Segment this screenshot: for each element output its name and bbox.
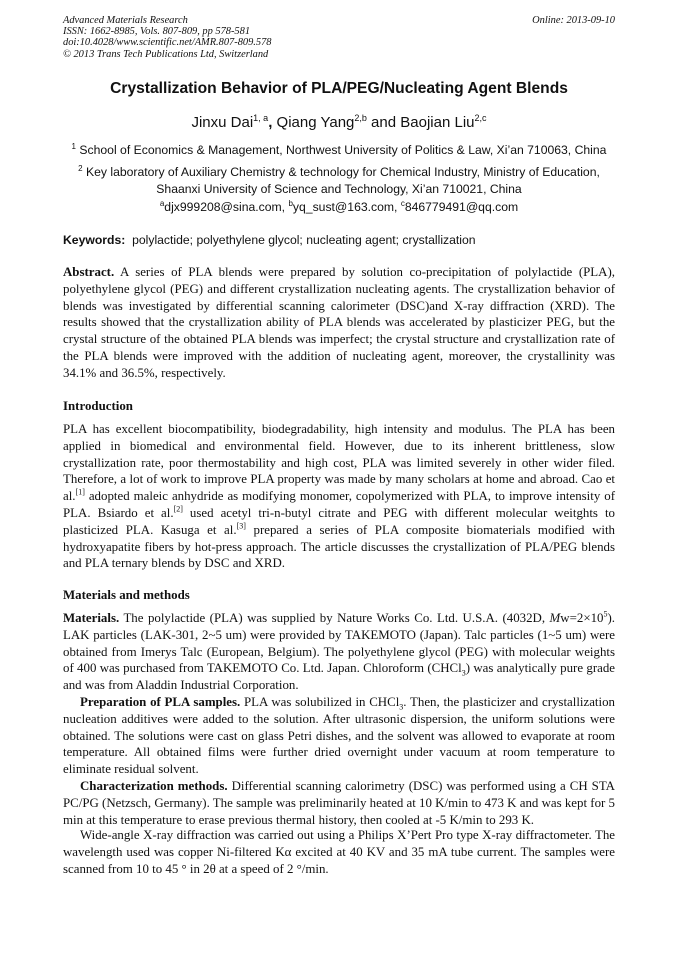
- author-name: Qiang Yang: [276, 114, 355, 131]
- keywords-text: polylactide; polyethylene glycol; nucleating agent; crystallization: [132, 233, 476, 247]
- materials-text: 5: [603, 609, 608, 619]
- preparation-text: 3: [399, 702, 404, 712]
- intro-text: adopted maleic anhydride as modifying monomer, copolymerized with PLA, to improve intensity of PLA. Bsiardo et al.: [63, 489, 615, 520]
- materials-text: M: [549, 611, 561, 625]
- online-date: Online: 2013-09-10: [532, 15, 615, 26]
- author-separator: ,: [268, 114, 277, 131]
- author-name: Jinxu Dai: [191, 114, 254, 131]
- affiliation-text: Shaanxi University of Science and Technology, Xi’an 710021, China: [156, 182, 522, 197]
- affiliation-1: [63, 138, 615, 159]
- email-mark: c: [400, 199, 405, 208]
- author-name: Baojian Liu: [400, 114, 475, 131]
- email-mark: a: [159, 199, 165, 208]
- email-mark: b: [288, 199, 293, 208]
- methods-heading: Materials and methods: [63, 588, 190, 602]
- citation-link[interactable]: [3]: [236, 521, 246, 531]
- doi-line: doi:10.4028/www.scientific.net/AMR.807-809.578: [63, 37, 272, 49]
- preparation-text: . Then, the plasticizer and crystallization nucleation additives were added to the solution. After ultrasonic dispersion, the uniform solutions were obtained. The solutions were cast on glass Petri dishes, and the solvent was allowed to evaporate at room temperature. All obtained films were further dried overnight under vacuum at room temperature to eliminate residual solvent.: [63, 695, 615, 777]
- preparation-label: Preparation of PLA samples.: [80, 695, 241, 709]
- preparation-text: PLA was solubilized in CHCl: [240, 695, 400, 709]
- introduction-body: [63, 421, 615, 572]
- author-emails: [0, 199, 678, 214]
- journal-header: [63, 15, 271, 60]
- author-affil-mark: 2,b: [354, 113, 367, 123]
- abstract-text: A series of PLA blends were prepared by solution co-precipitation of polylactide (PLA), polyethylene glycol (PEG) and different crystallization nucleating agents. The crystallization behavior of blends was investigated by differential scanning calorimeter (DSC)and X-ray diffraction (XRD). The results showed that the crystallization ability of PLA blends was accelerated by plasticizer PEG, but the crystal structure of the obtained PLA blends was imperfect; the crystal structure and crystallization rate of the PLA blends were improved with the addition of nucleating agent, moreover, the crystallinity was 34.1% and 36.5%, respectively.: [63, 265, 615, 380]
- author-affil-mark: 2,c: [474, 113, 487, 123]
- copyright-line: © 2013 Trans Tech Publications Ltd, Switzerland: [63, 48, 269, 60]
- author-list: [0, 113, 678, 131]
- journal-name: Advanced Materials Research: [63, 15, 188, 26]
- materials-text: ) was analytically pure grade and was from Aladdin Industrial Corporation.: [63, 661, 615, 693]
- characterization-text: Differential scanning calorimetry (DSC) was performed using a CH STA PC/PG (Netzsch, Germany). The sample was preliminarily heated at 10 K/min to 473 K and was kept for 5 min at this temperature to erase previous thermal history, then cooled at -5 K/min to 293 K.: [63, 779, 615, 827]
- xrd-paragraph: Wide-angle X-ray diffraction was carried out using a Philips X’Pert Pro type X-ray diffractometer. The wavelength used was copper Ni-filtered Kα excited at 40 KV and 35 mA tube current. The samples were scanned from 10 to 45 ° in 2θ at a speed of 2 °/min.: [63, 828, 615, 876]
- introduction-heading: Introduction: [63, 399, 133, 413]
- characterization-paragraph: [63, 778, 615, 828]
- email-link[interactable]: yq_sust@163.com,: [292, 200, 401, 215]
- citation-link[interactable]: [2]: [173, 504, 183, 514]
- author-affil-mark: 1, a: [253, 113, 269, 123]
- materials-text: w=2×10: [560, 611, 604, 625]
- preparation-paragraph: [63, 694, 615, 778]
- email-link[interactable]: 846779491@qq.com: [404, 200, 519, 215]
- materials-text: 3: [461, 668, 466, 678]
- intro-text: used acetyl tri-n-butyl citrate and PEG with different molecular weitghts to plasticized PLA. Kasuga et al.: [63, 505, 615, 537]
- intro-text: PLA has excellent biocompatibility, biodegradability, high intensity and modulus. The PLA has been applied in biomedical and environmental field. However, due to its inherent brittleness, slow crystallization rate, poor thermostability and high cost, PLA was limited severely in other wider filed. Therefore, a lot of work to improve PLA property was made by many scholars at home and abroad. Cao et al.: [63, 422, 615, 504]
- author-separator: and: [366, 114, 401, 131]
- materials-paragraph: [63, 610, 615, 694]
- citation-link[interactable]: [1]: [75, 487, 85, 497]
- keywords: [63, 233, 615, 247]
- materials-text: ). LAK particles (LAK-301, 2~5 um) were provided by TAKEMOTO (Japan). Talc particles (1~5 um) were obtained from Imerys Talc (European, Belgium). The polyethylene glycol (PEG) with molecular weights of 400 was purchased from TAKEMOTO Co. Ltd. Japan. Chloroform (CHCl: [63, 611, 615, 676]
- issn-line: ISSN: 1662-8985, Vols. 807-809, pp 578-581: [63, 26, 251, 38]
- affiliation-2: [63, 160, 615, 198]
- email-link[interactable]: djx999208@sina.com,: [164, 200, 289, 215]
- materials-label: Materials.: [63, 611, 120, 625]
- paper-title: Crystallization Behavior of PLA/PEG/Nucleating Agent Blends: [110, 80, 568, 97]
- affiliation-text: School of Economics & Management, Northwest University of Politics & Law, Xi’an 710063, China: [79, 143, 607, 158]
- affiliation-mark: 2: [78, 164, 83, 173]
- affiliation-mark: 1: [71, 142, 76, 151]
- characterization-label: Characterization methods.: [80, 779, 228, 793]
- abstract-label: Abstract.: [63, 265, 115, 279]
- materials-text: The polylactide (PLA) was supplied by Nature Works Co. Ltd. U.S.A. (4032D,: [119, 611, 550, 625]
- abstract: [63, 264, 615, 382]
- affiliation-text: Key laboratory of Auxiliary Chemistry & technology for Chemical Industry, Ministry of Education,: [85, 165, 600, 180]
- intro-text: prepared a series of PLA composite biomaterials modified with hydroxyapatite fibers by hot-press approach. The article discusses the crystallization of PLA/PEG blends and PLA ternary blends by DSC and XRD.: [63, 522, 615, 571]
- keywords-label: Keywords:: [63, 233, 126, 247]
